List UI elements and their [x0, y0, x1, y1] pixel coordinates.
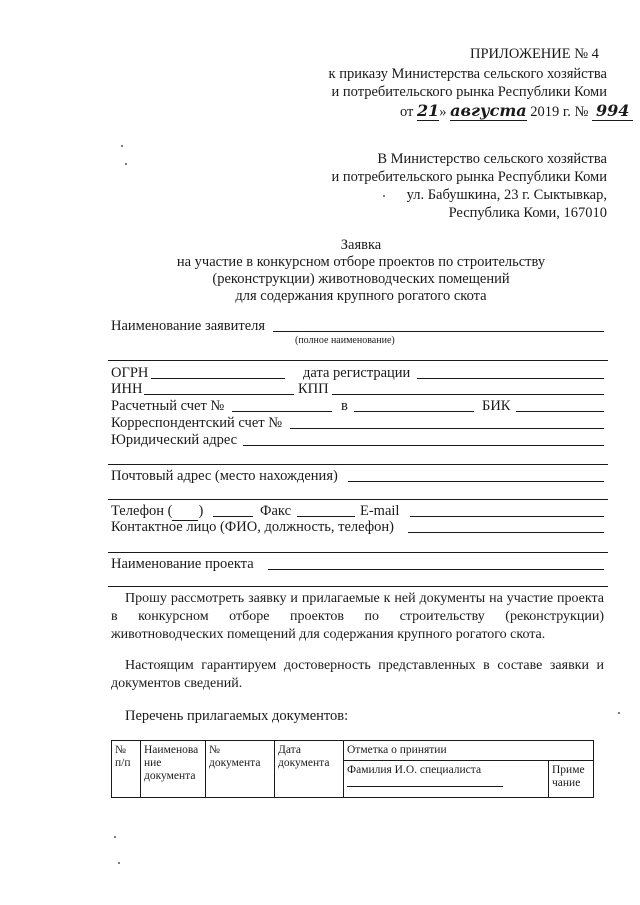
- date-day-handwritten: 21: [417, 101, 440, 120]
- heading-line3: для содержания крупного рогатого скота: [235, 288, 487, 304]
- email-label: E-mail: [360, 503, 400, 519]
- order-number-handwritten: 994: [592, 101, 633, 121]
- contact-label: Контактное лицо (ФИО, должность, телефон): [111, 519, 395, 535]
- col-num-header: № п/п: [112, 741, 141, 798]
- phone-field[interactable]: [213, 516, 253, 517]
- ogrn-field[interactable]: [151, 378, 285, 379]
- email-field[interactable]: [410, 516, 604, 517]
- applicant-name-field-2[interactable]: [108, 360, 608, 361]
- col-note-header: Приме чание: [549, 761, 594, 798]
- postal-address-label: Почтовый адрес (место нахождения): [111, 468, 338, 484]
- legal-address-field-2[interactable]: [108, 464, 608, 465]
- scan-speck: [383, 195, 385, 197]
- heading-line2: (реконструкции) животноводческих помещений: [212, 271, 510, 287]
- fax-label: Факс: [260, 503, 292, 519]
- documents-table: [111, 740, 594, 798]
- addressee-line2: и потребительского рынка Республики Коми: [331, 169, 607, 185]
- addressee-line1: В Министерство сельского хозяйства: [377, 151, 607, 167]
- bik-field[interactable]: [516, 411, 604, 412]
- bik-label: БИК: [482, 398, 511, 414]
- postal-address-field-2[interactable]: [108, 499, 608, 500]
- scan-speck: [125, 163, 127, 165]
- kpp-label: КПП: [298, 381, 329, 397]
- kpp-field[interactable]: [332, 394, 604, 395]
- scan-speck: [121, 145, 123, 147]
- postal-address-field[interactable]: [348, 481, 604, 482]
- scan-speck: [118, 862, 120, 864]
- project-name-label: Наименование проекта: [111, 556, 254, 572]
- fax-field[interactable]: [297, 516, 355, 517]
- appendix-date-line: от 21» августа 2019 г. № 994: [400, 102, 633, 121]
- ogrn-label: ОГРН: [111, 365, 149, 381]
- col-date-header: Дата документа: [275, 741, 344, 798]
- phone-close: ): [198, 503, 204, 519]
- corr-account-label: Корреспондентский счет №: [111, 415, 283, 431]
- addressee-line4: Республика Коми, 167010: [448, 205, 607, 221]
- legal-address-label: Юридический адрес: [111, 432, 238, 448]
- applicant-name-hint: (полное наименование): [295, 335, 395, 346]
- bank-in-label: в: [341, 398, 348, 414]
- specialist-signature-line[interactable]: [347, 786, 503, 787]
- date-month-handwritten: августа: [450, 101, 527, 120]
- applicant-name-field[interactable]: [273, 331, 604, 332]
- scan-speck: [618, 712, 620, 714]
- reg-date-field[interactable]: [417, 378, 604, 379]
- appendix-line1: к приказу Министерства сельского хозяйства: [328, 66, 607, 82]
- legal-address-field[interactable]: [243, 445, 604, 446]
- contact-field[interactable]: [408, 532, 604, 533]
- bank-field[interactable]: [354, 411, 474, 412]
- project-name-field-2[interactable]: [108, 586, 608, 587]
- col-name-header: Наименова ние документа: [141, 741, 206, 798]
- addressee-line3: ул. Бабушкина, 23 г. Сыктывкар,: [406, 187, 607, 203]
- date-prefix: от: [400, 104, 414, 120]
- appendix-line2: и потребительского рынка Республики Коми: [331, 84, 607, 100]
- phone-label-text: Телефон (: [111, 503, 173, 519]
- appendix-title: ПРИЛОЖЕНИЕ № 4: [470, 46, 599, 62]
- reg-date-label: дата регистрации: [303, 365, 411, 381]
- col-doc-num-header: № документа: [206, 741, 275, 798]
- scan-speck: [114, 836, 116, 838]
- date-year: 2019 г. №: [530, 104, 589, 120]
- applicant-name-label: Наименование заявителя: [111, 318, 266, 334]
- col-specialist-label: Фамилия И.О. специалиста: [347, 764, 482, 776]
- guarantee-paragraph: Настоящим гарантируем достоверность представленных в составе заявки и документов сведений.: [111, 658, 604, 691]
- corr-account-field[interactable]: [290, 428, 604, 429]
- inn-field[interactable]: [144, 394, 294, 395]
- request-paragraph: Прошу рассмотреть заявку и прилагаемые к ней документы на участие проекта в конкурсном отборе проектов по строительству (реконструкции) животноводческих помещений для содержания крупного рогатого скота.: [111, 591, 604, 642]
- contact-field-2[interactable]: [108, 552, 608, 553]
- heading-line1: на участие в конкурсном отборе проектов по строительству: [176, 254, 546, 270]
- account-field[interactable]: [232, 411, 332, 412]
- project-name-field[interactable]: [268, 569, 604, 570]
- documents-list-title: Перечень прилагаемых документов:: [125, 708, 349, 724]
- heading-title: Заявка: [340, 237, 382, 253]
- inn-label: ИНН: [111, 381, 143, 397]
- col-acceptance-header: Отметка о принятии: [344, 741, 594, 761]
- col-specialist-header: [344, 761, 549, 798]
- account-label: Расчетный счет №: [111, 398, 225, 414]
